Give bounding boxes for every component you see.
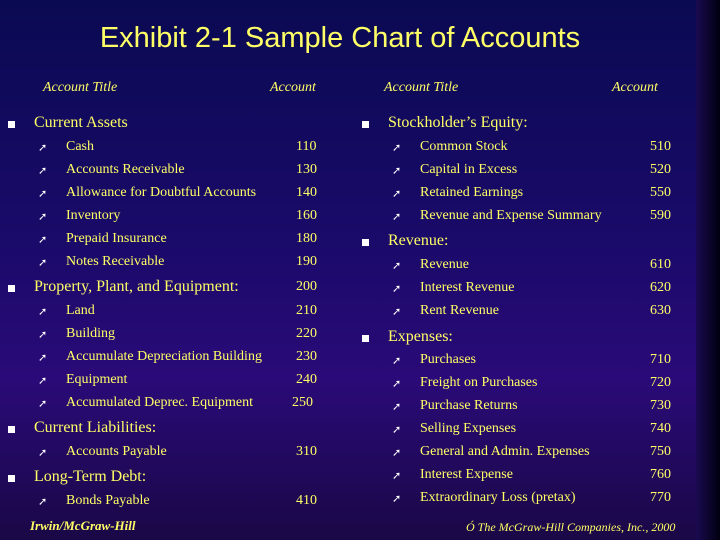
account-prepaid-insurance: Prepaid Insurance [66, 231, 167, 246]
arrow-bullet-icon: ➚ [392, 188, 402, 200]
arrow-bullet-icon: ➚ [38, 375, 48, 387]
account-number: 710 [650, 352, 671, 367]
arrow-bullet-icon: ➚ [38, 447, 48, 459]
account-number: 520 [650, 162, 671, 177]
account-building: Building [66, 326, 116, 341]
section-current-assets: Current Assets [34, 114, 128, 131]
account-common-stock: Common Stock [420, 139, 508, 154]
account-revenue: Revenue [420, 257, 469, 272]
section-ppe: Property, Plant, and Equipment: [34, 278, 239, 295]
square-bullet-icon [362, 239, 369, 246]
arrow-bullet-icon: ➚ [38, 352, 48, 364]
account-number: 760 [650, 467, 671, 482]
account-general-admin-expenses: General and Admin. Expenses [420, 444, 590, 459]
account-accounts-payable: Accounts Payable [66, 444, 167, 459]
account-number: 240 [296, 372, 317, 387]
arrow-bullet-icon: ➚ [392, 378, 402, 390]
account-selling-expenses: Selling Expenses [420, 421, 517, 436]
square-bullet-icon [362, 335, 369, 342]
arrow-bullet-icon: ➚ [392, 493, 402, 505]
arrow-bullet-icon: ➚ [38, 188, 48, 200]
account-rent-revenue: Rent Revenue [420, 303, 499, 318]
account-bonds-payable: Bonds Payable [66, 493, 150, 508]
account-number: 590 [650, 208, 671, 223]
arrow-bullet-icon: ➚ [392, 401, 402, 413]
arrow-bullet-icon: ➚ [38, 234, 48, 246]
account-number: 210 [296, 303, 317, 318]
arrow-bullet-icon: ➚ [392, 470, 402, 482]
account-cash: Cash [66, 139, 94, 154]
arrow-bullet-icon: ➚ [392, 211, 402, 223]
account-retained-earnings: Retained Earnings [420, 185, 524, 200]
account-number: 220 [296, 326, 317, 341]
account-equipment: Equipment [66, 372, 128, 387]
arrow-bullet-icon: ➚ [392, 447, 402, 459]
account-land: Land [66, 303, 95, 318]
square-bullet-icon [8, 121, 15, 128]
account-number: 740 [650, 421, 671, 436]
account-number: 610 [650, 257, 671, 272]
account-number: 200 [296, 279, 317, 294]
account-freight-on-purchases: Freight on Purchases [420, 375, 538, 390]
arrow-bullet-icon: ➚ [38, 165, 48, 177]
arrow-bullet-icon: ➚ [392, 165, 402, 177]
slide-edge-bar [696, 0, 720, 540]
account-number: 250 [292, 395, 313, 410]
square-bullet-icon [8, 426, 15, 433]
account-number: 750 [650, 444, 671, 459]
section-revenue: Revenue: [388, 232, 449, 249]
header-account-right: Account [612, 80, 658, 95]
arrow-bullet-icon: ➚ [38, 306, 48, 318]
arrow-bullet-icon: ➚ [392, 355, 402, 367]
account-number: 720 [650, 375, 671, 390]
account-revenue-expense-summary: Revenue and Expense Summary [420, 208, 602, 223]
account-accum-dep-building: Accumulate Depreciation Building [66, 349, 262, 364]
account-number: 180 [296, 231, 317, 246]
square-bullet-icon [362, 121, 369, 128]
header-account-title-right: Account Title [384, 80, 459, 95]
arrow-bullet-icon: ➚ [38, 211, 48, 223]
account-number: 230 [296, 349, 317, 364]
arrow-bullet-icon: ➚ [392, 260, 402, 272]
arrow-bullet-icon: ➚ [38, 329, 48, 341]
account-capital-in-excess: Capital in Excess [420, 162, 518, 177]
account-inventory: Inventory [66, 208, 121, 223]
account-purchases: Purchases [420, 352, 476, 367]
slide-title: Exhibit 2-1 Sample Chart of Accounts [99, 22, 581, 54]
account-number: 310 [296, 444, 317, 459]
account-purchase-returns: Purchase Returns [420, 398, 518, 413]
account-accum-dep-equipment: Accumulated Deprec. Equipment [66, 395, 253, 410]
arrow-bullet-icon: ➚ [392, 424, 402, 436]
account-allowance: Allowance for Doubtful Accounts [66, 185, 257, 200]
account-number: 410 [296, 493, 317, 508]
section-expenses: Expenses: [388, 328, 453, 345]
account-number: 110 [296, 139, 317, 154]
publisher-footer: Irwin/McGraw-Hill [30, 518, 136, 533]
copyright-footer: Ó The McGraw-Hill Companies, Inc., 2000 [466, 520, 676, 534]
account-number: 510 [650, 139, 671, 154]
section-long-term-debt: Long-Term Debt: [34, 468, 147, 485]
account-interest-expense: Interest Expense [420, 467, 513, 482]
square-bullet-icon [8, 285, 15, 292]
account-number: 160 [296, 208, 317, 223]
section-current-liabilities: Current Liabilities: [34, 419, 157, 436]
arrow-bullet-icon: ➚ [38, 142, 48, 154]
arrow-bullet-icon: ➚ [38, 398, 48, 410]
account-extraordinary-loss: Extraordinary Loss (pretax) [420, 490, 576, 505]
account-number: 140 [296, 185, 317, 200]
account-interest-revenue: Interest Revenue [420, 280, 515, 295]
account-number: 730 [650, 398, 671, 413]
account-notes-receivable: Notes Receivable [66, 254, 165, 269]
account-number: 770 [650, 490, 671, 505]
account-number: 130 [296, 162, 317, 177]
square-bullet-icon [8, 475, 15, 482]
arrow-bullet-icon: ➚ [38, 496, 48, 508]
account-number: 630 [650, 303, 671, 318]
header-account-left: Account [270, 80, 316, 95]
account-accounts-receivable: Accounts Receivable [66, 162, 185, 177]
section-stockholders-equity: Stockholder’s Equity: [388, 114, 528, 131]
arrow-bullet-icon: ➚ [392, 283, 402, 295]
arrow-bullet-icon: ➚ [392, 306, 402, 318]
header-account-title-left: Account Title [43, 80, 118, 95]
account-number: 620 [650, 280, 671, 295]
arrow-bullet-icon: ➚ [392, 142, 402, 154]
arrow-bullet-icon: ➚ [38, 257, 48, 269]
account-number: 190 [296, 254, 317, 269]
account-number: 550 [650, 185, 671, 200]
